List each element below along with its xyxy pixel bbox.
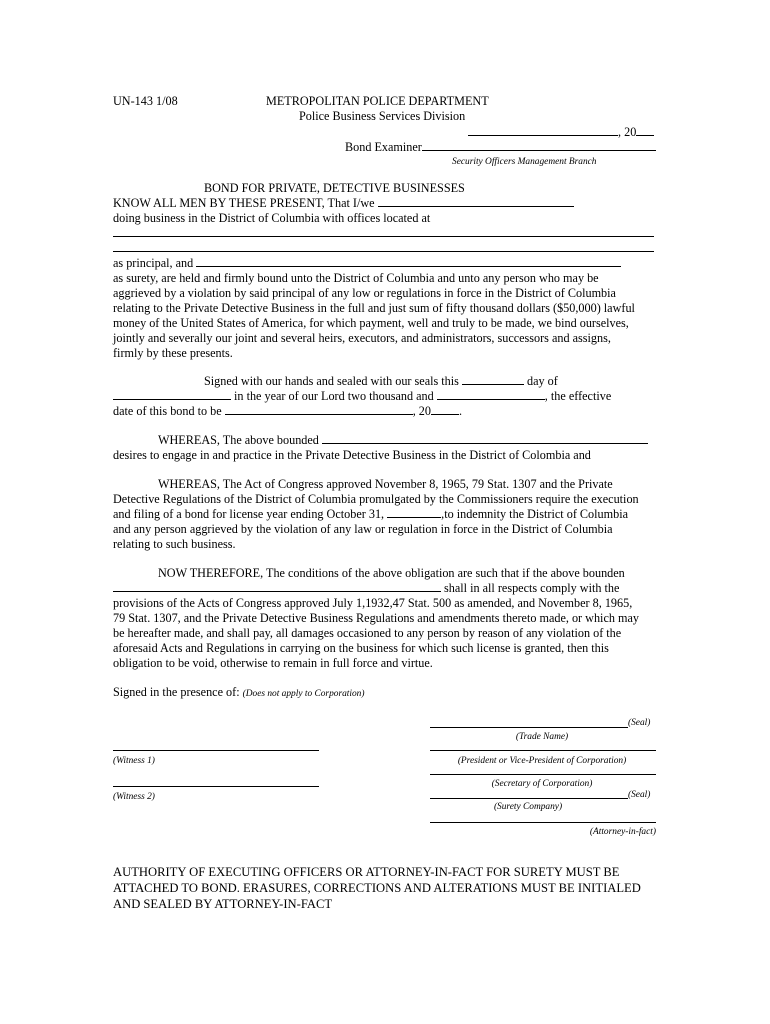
whereas-2-line: relating to such business. — [113, 537, 236, 551]
surety-company-label: (Surety Company) — [493, 802, 563, 812]
date-line: , 20 — [468, 125, 654, 140]
office-address-line-2[interactable] — [113, 251, 654, 252]
seal-label: (Seal) — [628, 718, 651, 728]
whereas-2-line-3: and filing of a bond for license year ending October 31, ,to indemnity the District of Columbia — [113, 507, 628, 521]
surety-paragraph-line: firmly by these presents. — [113, 346, 233, 360]
signed-clause-line-2: in the year of our Lord two thousand and , the effective — [113, 389, 611, 404]
whereas-2-line: WHEREAS, The Act of Congress approved November 8, 1965, 79 Stat. 1307 and the Private — [158, 477, 613, 491]
date-blank[interactable] — [468, 125, 618, 136]
now-therefore-line: provisions of the Acts of Congress approved July 1,1932,47 Stat. 500 as amended, and November 8, 1965, — [113, 596, 633, 610]
now-therefore-line: 79 Stat. 1307, and the Private Detective Business Regulations and amendments thereto made, or which may — [113, 611, 639, 625]
year-words-blank[interactable] — [437, 389, 545, 400]
surety-paragraph-line: as surety, are held and firmly bound unto the District of Columbia and unto any person who may be — [113, 271, 599, 285]
as-principal-line: as principal, and — [113, 256, 621, 271]
bounden-name-blank[interactable] — [113, 581, 441, 592]
footer-notice-line: ATTACHED TO BOND. ERASURES, CORRECTIONS AND ALTERATIONS MUST BE INITIALED — [113, 881, 641, 895]
signed-clause-line-3: date of this bond to be , 20 . — [113, 404, 463, 418]
know-all-line: KNOW ALL MEN BY THESE PRESENT, That I/we — [113, 196, 574, 211]
bounded-name-blank[interactable] — [322, 433, 648, 444]
bond-examiner-line: Bond Examiner — [345, 140, 656, 155]
surety-paragraph-line: jointly and severally our joint and several heirs, executors, and administrators, successors and assigns, — [113, 331, 611, 345]
surety-name-blank[interactable] — [196, 256, 621, 267]
witness-1-label: (Witness 1) — [113, 756, 155, 766]
signed-clause-line-1: Signed with our hands and sealed with our seals this day of — [204, 374, 558, 388]
surety-paragraph-line: money of the United States of America, for which payment, well and truly to be made, we bind ourselves, — [113, 316, 629, 330]
surety-paragraph-line: aggrieved by a violation by said principal of any low or regulations in force in the District of Columbia — [113, 286, 616, 300]
secretary-signature-line[interactable] — [430, 774, 656, 775]
effective-date-blank[interactable] — [225, 404, 413, 415]
trade-name-label: (Trade Name) — [515, 732, 569, 742]
witness-2-label: (Witness 2) — [113, 792, 155, 802]
now-therefore-line-1: NOW THEREFORE, The conditions of the above obligation are such that if the above bounden — [158, 566, 625, 580]
license-year-blank[interactable] — [387, 507, 441, 518]
form-id: UN-143 1/08 — [113, 94, 178, 108]
whereas-1-line-1: WHEREAS, The above bounded — [158, 433, 648, 448]
office-address-line-1[interactable] — [113, 236, 654, 237]
branch-name: Security Officers Management Branch — [452, 157, 597, 167]
month-blank[interactable] — [113, 389, 231, 400]
effective-year-blank[interactable] — [431, 404, 459, 415]
now-therefore-line: obligation to be void, otherwise to remain in full force and virtue. — [113, 656, 433, 670]
surety-paragraph-line: relating to the Private Detective Business in the full and just sum of fifty thousand dollars ($50,000) lawful — [113, 301, 635, 315]
signed-presence-line: Signed in the presence of: (Does not apply to Corporation) — [113, 685, 365, 699]
day-blank[interactable] — [462, 374, 524, 385]
now-therefore-line: aforesaid Acts and Regulations in carrying on the business for which such license is granted, then this — [113, 641, 609, 655]
witness-2-signature-line[interactable] — [113, 786, 319, 787]
president-signature-line[interactable] — [430, 750, 656, 751]
secretary-label: (Secretary of Corporation) — [491, 779, 593, 789]
now-therefore-line-2: shall in all respects comply with the — [113, 581, 619, 596]
now-therefore-line: be hereafter made, and shall pay, all damages occasioned to any person by reason of any violation of the — [113, 626, 622, 640]
witness-1-signature-line[interactable] — [113, 750, 319, 751]
division-name: Police Business Services Division — [299, 109, 466, 123]
year-blank[interactable] — [636, 125, 654, 136]
doing-business-line: doing business in the District of Columbia with offices located at — [113, 211, 431, 225]
surety-company-signature-line[interactable] — [430, 798, 628, 799]
whereas-1-line-2: desires to engage in and practice in the Private Detective Business in the District of Colombia and — [113, 448, 591, 462]
trade-name-signature-line[interactable] — [430, 727, 628, 728]
footer-notice-line: AND SEALED BY ATTORNEY-IN-FACT — [113, 897, 333, 911]
attorney-signature-line[interactable] — [430, 822, 656, 823]
attorney-label: (Attorney-in-fact) — [589, 827, 656, 837]
department-name: METROPOLITAN POLICE DEPARTMENT — [266, 94, 489, 108]
president-label: (President or Vice-President of Corporation) — [457, 756, 627, 766]
bond-examiner-blank[interactable] — [422, 140, 656, 151]
principal-name-blank[interactable] — [378, 196, 574, 207]
footer-notice-line: AUTHORITY OF EXECUTING OFFICERS OR ATTORNEY-IN-FACT FOR SURETY MUST BE — [113, 865, 620, 879]
whereas-2-line: Detective Regulations of the District of Columbia promulgated by the Commissioners require the execution — [113, 492, 639, 506]
whereas-2-line: and any person aggrieved by the violation of any law or regulation in force in the District of Columbia — [113, 522, 613, 536]
seal-label-2: (Seal) — [628, 790, 651, 800]
document-title: BOND FOR PRIVATE, DETECTIVE BUSINESSES — [204, 181, 465, 195]
